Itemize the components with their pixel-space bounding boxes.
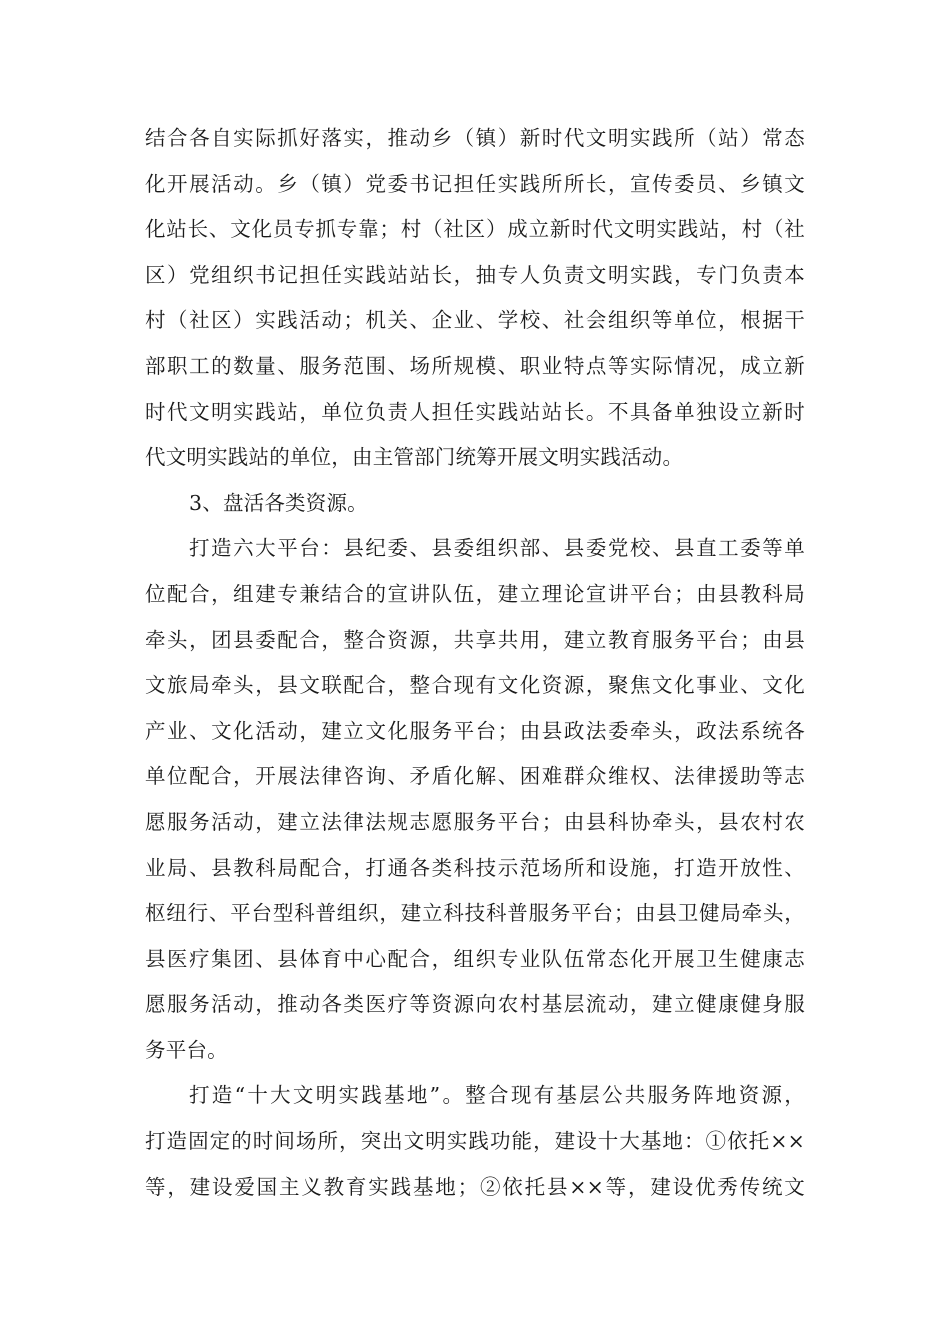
text-line: 化站长、文化员专抓专靠；村（社区）成立新时代文明实践站，村（社 [145,217,805,242]
text-line: 打造六大平台：县纪委、县委组织部、县委党校、县直工委等单 [189,536,805,561]
text-line: 县医疗集团、县体育中心配合，组织专业队伍常态化开展卫生健康志 [145,946,805,971]
text-line: 区）党组织书记担任实践站站长，抽专人负责文明实践，专门负责本 [145,262,805,287]
text-line: 牵头，团县委配合，整合资源，共享共用，建立教育服务平台；由县 [145,627,805,652]
text-line: 代文明实践站的单位，由主管部门统筹开展文明实践活动。 [145,445,684,470]
text-line: 位配合，组建专兼结合的宣讲队伍，建立理论宣讲平台；由县教科局 [145,581,805,606]
text-line: 单位配合，开展法律咨询、矛盾化解、困难群众维权、法律援助等志 [145,764,805,789]
text-line: 务平台。 [145,1037,228,1062]
text-line: 等，建设爱国主义教育实践基地；②依托县××等，建设优秀传统文 [145,1174,805,1199]
text-line: 业局、县教科局配合，打通各类科技示范场所和设施，打造开放性、 [145,855,805,880]
text-line: 枢纽行、平台型科普组织，建立科技科普服务平台；由县卫健局牵头， [145,901,805,926]
document-body [145,116,805,1210]
text-line: 打造固定的时间场所，突出文明实践功能，建设十大基地：①依托×× [145,1129,805,1154]
text-line: 村（社区）实践活动；机关、企业、学校、社会组织等单位，根据干 [145,308,805,333]
text-line: 愿服务活动，推动各类医疗等资源向农村基层流动，建立健康健身服 [145,992,805,1017]
text-line: 时代文明实践站，单位负责人担任实践站站长。不具备单独设立新时 [145,399,805,424]
text-line: 结合各自实际抓好落实，推动乡（镇）新时代文明实践所（站）常态 [145,126,805,150]
text-line: 文旅局牵头，县文联配合，整合现有文化资源，聚焦文化事业、文化 [145,673,805,698]
section-heading: 3、盘活各类资源。 [189,490,368,515]
text-line: 化开展活动。乡（镇）党委书记担任实践所所长，宣传委员、乡镇文 [145,171,805,196]
text-line: 产业、文化活动，建立文化服务平台；由县政法委牵头，政法系统各 [145,718,805,743]
text-line: 部职工的数量、服务范围、场所规模、职业特点等实际情况，成立新 [145,353,805,378]
text-line: 愿服务活动，建立法律法规志愿服务平台；由县科协牵头，县农村农 [145,809,805,834]
text-line: 打造“十大文明实践基地”。整合现有基层公共服务阵地资源， [189,1083,805,1108]
